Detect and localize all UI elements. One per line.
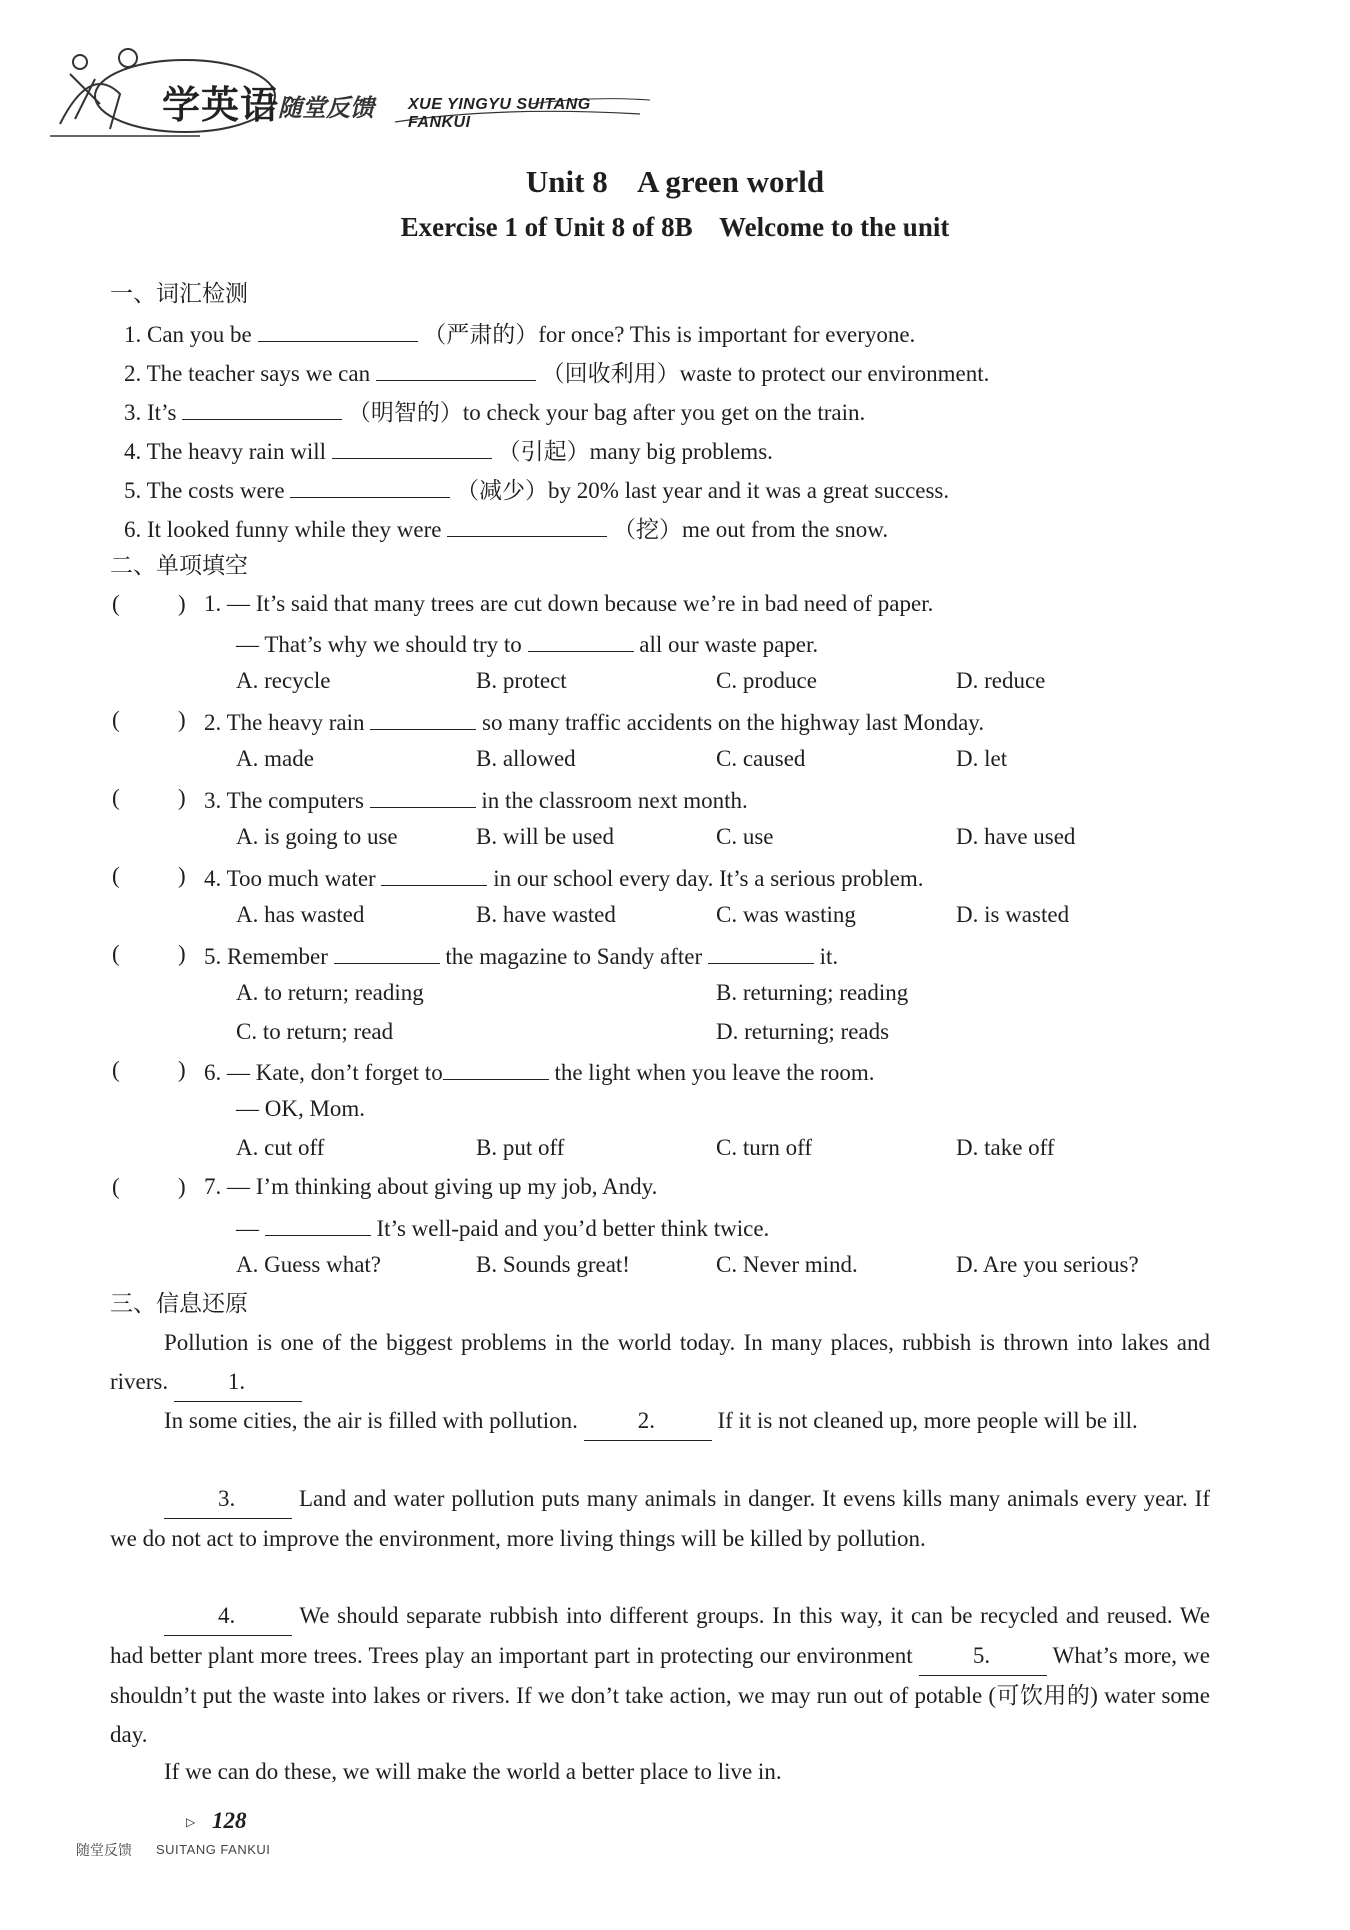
answer-blank[interactable]: 1. <box>174 1362 302 1402</box>
answer-paren-open: ( <box>112 707 120 732</box>
option-d[interactable]: D. is wasted <box>956 902 1070 927</box>
answer-blank[interactable] <box>265 1211 371 1236</box>
option-b[interactable]: B. put off <box>476 1135 565 1160</box>
reading-paragraph-5: If we can do these, we will make the world a better place to live in. <box>164 1759 782 1784</box>
mcq-question-6: 6. — Kate, don’t forget to the light when you leave the room. <box>204 1055 874 1088</box>
option-a[interactable]: A. is going to use <box>236 824 398 849</box>
section3-heading: 三、信息还原 <box>110 1291 248 1317</box>
mcq-question-7: 7. — I’m thinking about giving up my job, Andy. <box>204 1174 658 1199</box>
option-b[interactable]: B. returning; reading <box>716 980 909 1005</box>
answer-blank[interactable] <box>447 512 607 537</box>
reading-paragraph-4: 4. We should separate rubbish into different groups. In this way, it can be recycled and reused. We had better plant more trees. Trees play an important part in protecting our environment 5. What’s more, we shouldn’t put the waste into lakes or rivers. If we don’t take action, we may run out of potable (可饮用的) water some day. <box>110 1596 1210 1754</box>
option-d[interactable]: D. take off <box>956 1135 1055 1160</box>
answer-paren-open: ( <box>112 1057 120 1082</box>
answer-blank[interactable] <box>370 705 476 730</box>
mcq-question-4: 4. Too much water in our school every day. It’s a serious problem. <box>204 861 924 894</box>
section2-heading: 二、单项填空 <box>110 553 248 579</box>
page-number: 128 <box>212 1808 247 1833</box>
answer-blank[interactable]: 3. <box>164 1479 292 1519</box>
answer-blank[interactable] <box>258 317 418 342</box>
logo-title: 学英语 <box>162 83 280 127</box>
footer-brand-en: SUITANG FANKUI <box>156 1842 271 1857</box>
option-a[interactable]: A. made <box>236 746 314 771</box>
option-c[interactable]: C. was wasting <box>716 902 856 927</box>
answer-blank[interactable]: 2. <box>584 1401 712 1441</box>
answer-blank[interactable] <box>381 861 487 886</box>
answer-paren-close: ) <box>178 1057 186 1082</box>
footer-brand-cn: 随堂反馈 <box>76 1843 132 1859</box>
option-d[interactable]: D. let <box>956 746 1008 771</box>
mcq-question-1-response: — That’s why we should try to all our waste paper. <box>236 627 818 660</box>
answer-blank[interactable]: 4. <box>164 1596 292 1636</box>
option-d[interactable]: D. returning; reads <box>716 1019 890 1044</box>
option-c[interactable]: C. Never mind. <box>716 1252 858 1277</box>
answer-blank[interactable] <box>370 783 476 808</box>
option-c[interactable]: C. caused <box>716 746 806 771</box>
answer-paren-close: ) <box>178 785 186 810</box>
reading-paragraph-2: In some cities, the air is filled with pollution. 2. If it is not cleaned up, more people will be ill. <box>110 1401 1210 1441</box>
answer-paren-open: ( <box>112 863 120 888</box>
answer-paren-close: ) <box>178 863 186 888</box>
logo-subtitle: 随堂反馈 <box>278 94 374 122</box>
answer-paren-open: ( <box>112 785 120 810</box>
answer-paren-open: ( <box>112 941 120 966</box>
option-a[interactable]: A. cut off <box>236 1135 325 1160</box>
mcq-question-5: 5. Remember the magazine to Sandy after it. <box>204 939 838 972</box>
logo-pinyin: XUE YINGYU SUITANG FANKUI <box>408 96 591 131</box>
option-a[interactable]: A. Guess what? <box>236 1252 381 1277</box>
answer-blank[interactable] <box>182 395 342 420</box>
answer-paren-open: ( <box>112 591 120 616</box>
mcq-question-6-response: — OK, Mom. <box>236 1096 366 1121</box>
option-b[interactable]: B. protect <box>476 668 567 693</box>
answer-blank[interactable] <box>334 939 440 964</box>
option-d[interactable]: D. reduce <box>956 668 1046 693</box>
section1-heading: 一、词汇检测 <box>110 281 248 307</box>
mcq-question-1: 1. — It’s said that many trees are cut down because we’re in bad need of paper. <box>204 591 934 616</box>
unit-title: Unit 8 A green world <box>525 164 825 199</box>
answer-blank[interactable] <box>332 434 492 459</box>
option-c[interactable]: C. produce <box>716 668 817 693</box>
mcq-question-2: 2. The heavy rain so many traffic accidents on the highway last Monday. <box>204 705 984 738</box>
reading-paragraph-1: Pollution is one of the biggest problems in the world today. In many places, rubbish is thrown into lakes and rivers. 1. <box>110 1323 1210 1402</box>
option-c[interactable]: C. use <box>716 824 774 849</box>
option-d[interactable]: D. have used <box>956 824 1076 849</box>
option-a[interactable]: A. has wasted <box>236 902 365 927</box>
vocab-item: 1. Can you be （严肃的）for once? This is important for everyone. <box>124 317 915 350</box>
mcq-question-3: 3. The computers in the classroom next month. <box>204 783 748 816</box>
answer-paren-close: ) <box>178 941 186 966</box>
answer-blank[interactable] <box>528 627 634 652</box>
answer-paren-close: ) <box>178 591 186 616</box>
answer-paren-open: ( <box>112 1174 120 1199</box>
vocab-item: 5. The costs were （减少）by 20% last year and it was a great success. <box>124 473 949 506</box>
option-a[interactable]: A. to return; reading <box>236 980 424 1005</box>
option-b[interactable]: B. Sounds great! <box>476 1252 630 1277</box>
vocab-item: 3. It’s （明智的）to check your bag after you get on the train. <box>124 395 865 428</box>
mcq-question-7-response: — It’s well-paid and you’d better think twice. <box>236 1211 769 1244</box>
header-logo <box>50 44 650 140</box>
option-c[interactable]: C. turn off <box>716 1135 813 1160</box>
answer-blank[interactable] <box>290 473 450 498</box>
footer-arrow-icon: ▷ <box>186 1815 196 1829</box>
option-b[interactable]: B. will be used <box>476 824 614 849</box>
answer-blank[interactable] <box>376 356 536 381</box>
answer-paren-close: ) <box>178 1174 186 1199</box>
answer-blank[interactable]: 5. <box>919 1636 1047 1676</box>
option-d[interactable]: D. Are you serious? <box>956 1252 1139 1277</box>
reading-paragraph-3: 3. Land and water pollution puts many animals in danger. It evens kills many animals every year. If we do not act to improve the environment, more living things will be killed by pollution. <box>110 1479 1210 1558</box>
option-b[interactable]: B. have wasted <box>476 902 616 927</box>
vocab-item: 2. The teacher says we can （回收利用）waste to protect our environment. <box>124 356 989 389</box>
vocab-item: 6. It looked funny while they were （挖）me out from the snow. <box>124 512 888 545</box>
answer-blank[interactable] <box>443 1055 549 1080</box>
exercise-subtitle: Exercise 1 of Unit 8 of 8B Welcome to the unit <box>400 212 950 242</box>
answer-paren-close: ) <box>178 707 186 732</box>
answer-blank[interactable] <box>708 939 814 964</box>
option-a[interactable]: A. recycle <box>236 668 331 693</box>
option-c[interactable]: C. to return; read <box>236 1019 394 1044</box>
vocab-item: 4. The heavy rain will （引起）many big problems. <box>124 434 773 467</box>
option-b[interactable]: B. allowed <box>476 746 576 771</box>
